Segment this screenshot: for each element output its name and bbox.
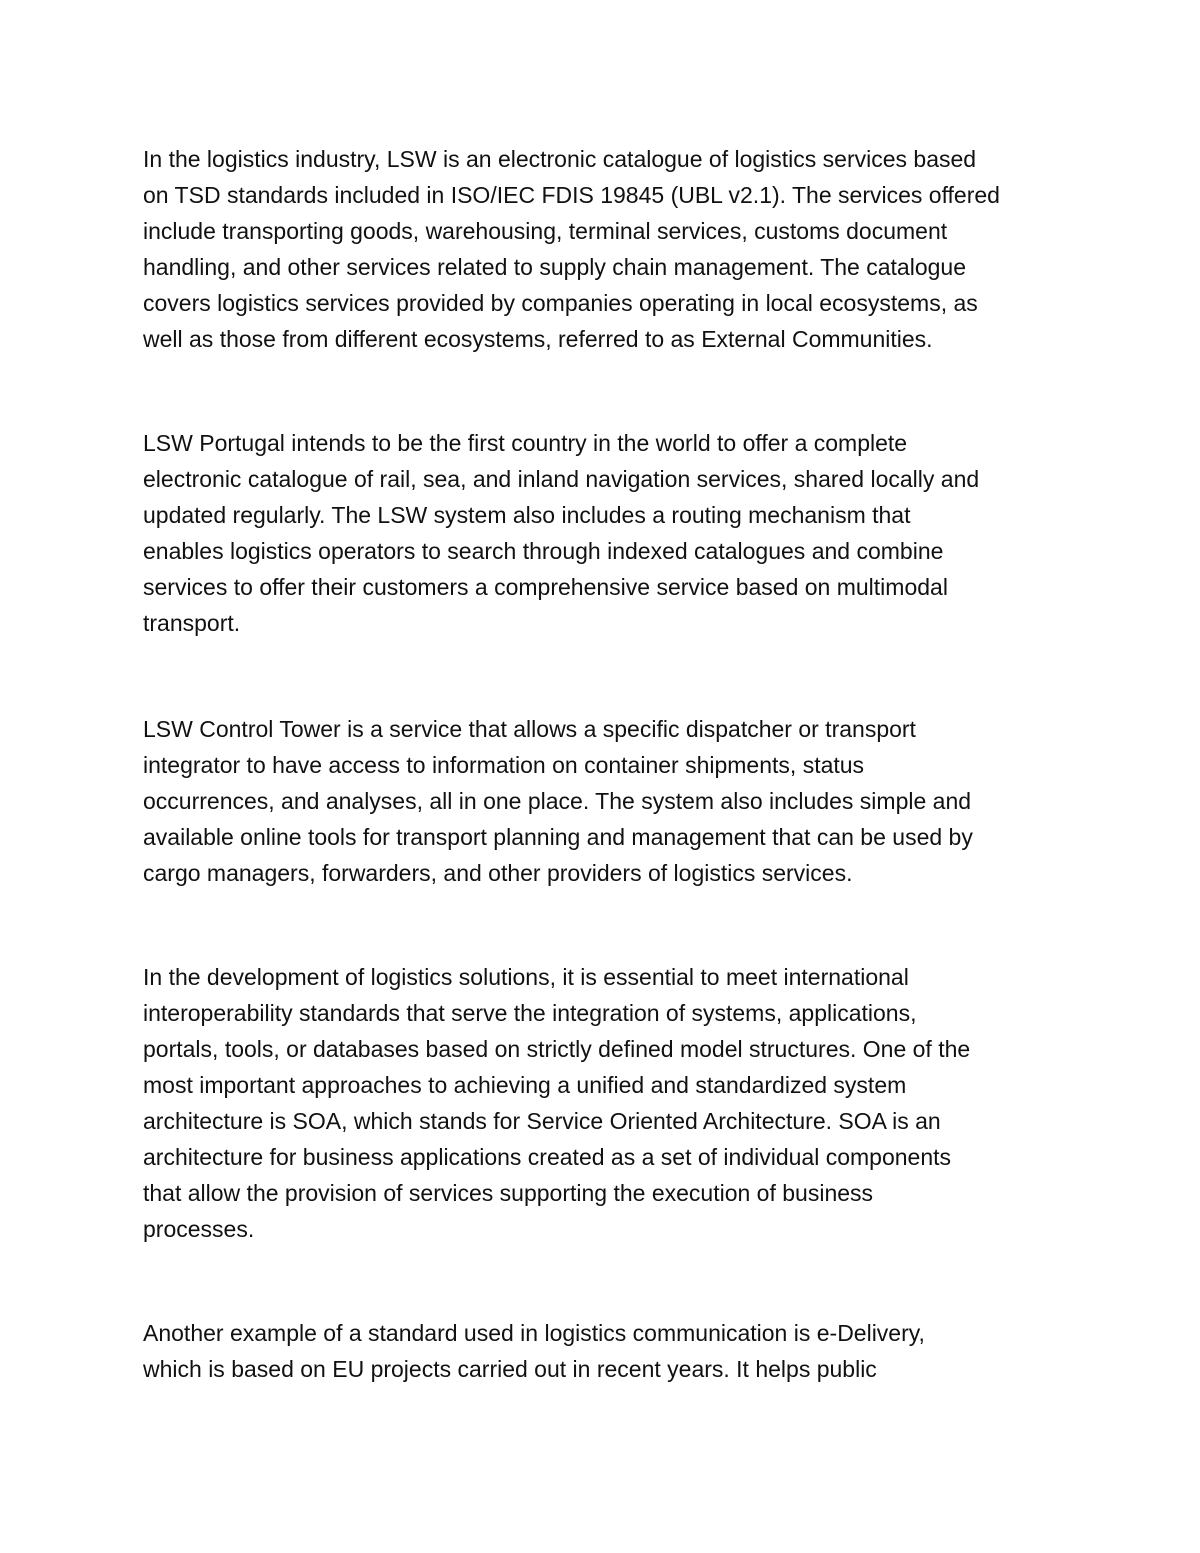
text-line: which is based on EU projects carried out in recent years. It helps public bbox=[143, 1356, 877, 1382]
paragraph-lsw-catalogue bbox=[143, 141, 1073, 357]
text-line: most important approaches to achieving a unified and standardized system bbox=[143, 1072, 907, 1098]
text-line: In the development of logistics solutions, it is essential to meet international bbox=[143, 964, 909, 990]
text-line: LSW Portugal intends to be the first country in the world to offer a complete bbox=[143, 430, 908, 456]
text-line: portals, tools, or databases based on strictly defined model structures. One of the bbox=[143, 1036, 971, 1062]
text-line: enables logistics operators to search through indexed catalogues and combine bbox=[143, 538, 944, 564]
text-line: In the logistics industry, LSW is an electronic catalogue of logistics services based bbox=[143, 146, 977, 172]
text-line: electronic catalogue of rail, sea, and inland navigation services, shared locally and bbox=[143, 466, 980, 492]
text-line: occurrences, and analyses, all in one place. The system also includes simple and bbox=[143, 788, 972, 814]
text-line: updated regularly. The LSW system also includes a routing mechanism that bbox=[143, 502, 911, 528]
text-line: interoperability standards that serve the integration of systems, applications, bbox=[143, 1000, 917, 1026]
text-line: processes. bbox=[143, 1216, 255, 1242]
text-line: integrator to have access to information on container shipments, status bbox=[143, 752, 865, 778]
text-line: handling, and other services related to supply chain management. The catalogue bbox=[143, 254, 966, 280]
text-line: Another example of a standard used in logistics communication is e-Delivery, bbox=[143, 1320, 925, 1346]
paragraph-lsw-control-tower bbox=[143, 711, 1073, 891]
text-line: LSW Control Tower is a service that allows a specific dispatcher or transport bbox=[143, 716, 916, 742]
text-line: available online tools for transport planning and management that can be used by bbox=[143, 824, 973, 850]
text-line: cargo managers, forwarders, and other providers of logistics services. bbox=[143, 860, 853, 886]
text-line: architecture for business applications created as a set of individual components bbox=[143, 1144, 952, 1170]
text-line: transport. bbox=[143, 610, 241, 636]
text-line: covers logistics services provided by companies operating in local ecosystems, as bbox=[143, 290, 978, 316]
paragraph-lsw-portugal bbox=[143, 425, 1073, 641]
text-line: include transporting goods, warehousing, terminal services, customs document bbox=[143, 218, 948, 244]
paragraph-soa bbox=[143, 959, 1073, 1247]
text-line: that allow the provision of services supporting the execution of business bbox=[143, 1180, 874, 1206]
text-line: on TSD standards included in ISO/IEC FDIS 19845 (UBL v2.1). The services offered bbox=[143, 182, 1000, 208]
text-line: well as those from different ecosystems, referred to as External Communities. bbox=[143, 326, 933, 352]
paragraph-e-delivery bbox=[143, 1315, 1073, 1387]
text-line: services to offer their customers a comprehensive service based on multimodal bbox=[143, 574, 948, 600]
text-line: architecture is SOA, which stands for Service Oriented Architecture. SOA is an bbox=[143, 1108, 941, 1134]
